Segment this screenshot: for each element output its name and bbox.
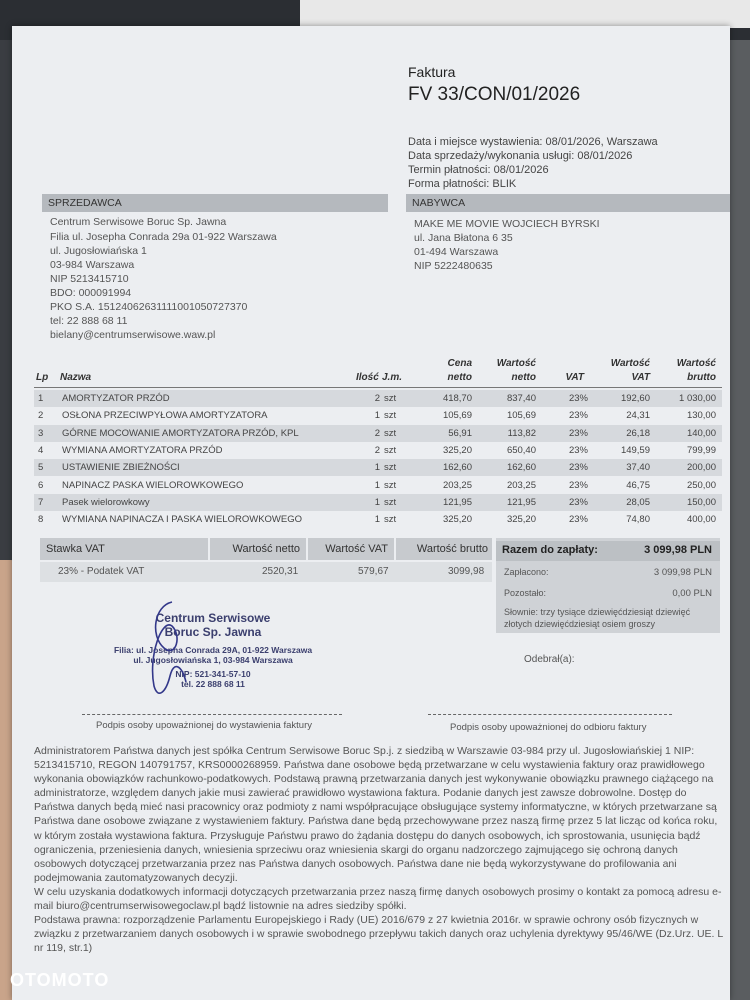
buyer-header: NABYWCA (406, 194, 730, 212)
issuer-signature-line (82, 714, 342, 715)
cell-name: OSŁONA PRZECIWPYŁOWA AMORTYZATORA (62, 410, 268, 422)
col-gross-1: Wartość (676, 358, 716, 369)
cell-net-price: 203,25 (442, 479, 472, 491)
cell-gross: 799,99 (686, 444, 716, 456)
cell-vat-value: 192,60 (620, 393, 650, 404)
amount-in-words-2: złotych dziewięćdziesiąt osiem groszy (504, 619, 656, 629)
gdpr-notice (34, 744, 724, 955)
cell-gross: 140,00 (686, 427, 716, 439)
cell-lp: 6 (38, 479, 44, 491)
issue-date: Data i miejsce wystawienia: 08/01/2026, Warszawa (408, 136, 658, 148)
cell-gross: 1 030,00 (679, 393, 716, 404)
seller-line: tel: 22 888 68 11 (50, 315, 128, 327)
cell-name: NAPINACZ PASKA WIELOROWKOWEGO (62, 479, 244, 491)
seller-header: SPRZEDAWCA (42, 194, 388, 212)
remaining-value: 0,00 PLN (672, 588, 712, 599)
cell-net-value: 105,69 (506, 410, 536, 422)
cell-qty: 1 (374, 479, 380, 491)
total-value: 3 099,98 PLN (644, 544, 712, 556)
table-row (34, 459, 722, 476)
seller-line: ul. Jugosłowiańska 1 (50, 245, 147, 257)
seller-line: bielany@centrumserwisowe.waw.pl (50, 329, 216, 341)
cell-vat-value: 149,59 (620, 444, 650, 456)
table-row (34, 494, 722, 511)
col-net-price-2: netto (447, 372, 472, 383)
amount-in-words-1: Słownie: trzy tysiące dziewięćdziesiąt dziewięć (504, 607, 691, 617)
payment-method: Forma płatności: BLIK (408, 178, 517, 190)
cell-net-price: 418,70 (442, 393, 472, 404)
cell-vat: 23% (568, 427, 588, 439)
cell-name: GÓRNE MOCOWANIE AMORTYZATORA PRZÓD, KPL (62, 427, 299, 439)
seller-line: Filia ul. Josepha Conrada 29a 01-922 Warszawa (50, 231, 277, 243)
vat-gross-header: Wartość brutto (396, 538, 492, 560)
cell-gross: 400,00 (686, 514, 716, 526)
cell-lp: 1 (38, 393, 44, 404)
vat-net-header: Wartość netto (210, 538, 306, 560)
legal-basis: Podstawa prawna: rozporządzenie Parlamentu Europejskiego i Rady (UE) 2016/679 z 27 kwietnia 2016r. w sprawie ochrony osób fizycznych w związku z przetwarzaniem danych osobowych i w sprawie swobodnego przepływu takich danych oraz uchylenia dyrektywy 95/46/WE (Dz.Urz. UE. L nr 119, str.1) (34, 914, 723, 955)
cell-net-value: 650,40 (506, 444, 536, 456)
cell-unit: szt (384, 393, 397, 404)
seller-line: 03-984 Warszawa (50, 259, 135, 271)
cell-unit: szt (384, 462, 397, 474)
cell-vat: 23% (568, 462, 588, 474)
background-monitor (300, 0, 750, 28)
vat-vat: 579,67 (358, 566, 389, 577)
paid-label: Zapłacono: (504, 567, 549, 577)
cell-qty: 2 (374, 427, 380, 439)
remaining-label: Pozostało: (504, 588, 547, 598)
cell-net-value: 837,40 (506, 393, 536, 404)
seller-line: NIP 5213415710 (50, 273, 129, 285)
cell-qty: 1 (374, 496, 380, 508)
buyer-line: NIP 5222480635 (414, 260, 493, 272)
buyer-line: ul. Jana Błatona 6 35 (414, 232, 513, 244)
table-row (34, 390, 722, 407)
vat-summary (40, 538, 492, 584)
sale-date: Data sprzedaży/wykonania usługi: 08/01/2026 (408, 150, 633, 162)
seller-line: BDO: 000091994 (50, 287, 132, 299)
cell-vat-value: 37,40 (626, 462, 650, 474)
cell-qty: 1 (374, 462, 380, 474)
cell-vat-value: 74,80 (626, 514, 650, 526)
cell-vat: 23% (568, 444, 588, 456)
cell-lp: 5 (38, 462, 44, 474)
cell-net-value: 162,60 (506, 462, 536, 474)
table-row (34, 407, 722, 424)
table-divider (34, 387, 722, 388)
invoice-page (12, 26, 730, 1000)
col-lp: Lp (36, 372, 49, 383)
cell-net-price: 325,20 (442, 514, 472, 526)
handwritten-signature (142, 596, 202, 706)
vat-vat-header: Wartość VAT (308, 538, 394, 560)
col-net-price-1: Cena (447, 358, 472, 369)
table-row (34, 442, 722, 459)
cell-name: AMORTYZATOR PRZÓD (62, 393, 170, 404)
buyer-line: 01-494 Warszawa (414, 246, 499, 258)
cell-unit: szt (384, 514, 397, 526)
company-stamp: Centrum Serwisowe Boruc Sp. Jawna Filia: ul. Josepha Conrada 29A, 01-922 Warszawa ul. Jugosłowiańska 1, 03-984 Warszawa NIP: 521-341-57-10 tel. 22 888 68 11 (113, 611, 313, 689)
cell-vat-value: 24,31 (626, 410, 650, 422)
cell-qty: 2 (374, 444, 380, 456)
cell-gross: 200,00 (686, 462, 716, 474)
cell-unit: szt (384, 479, 397, 491)
cell-lp: 8 (38, 514, 44, 526)
cell-qty: 2 (374, 393, 380, 404)
paid-value: 3 099,98 PLN (653, 567, 712, 578)
receiver-signature-caption: Podpis osoby upoważnionej do odbioru faktury (450, 722, 647, 733)
cell-net-value: 113,82 (507, 427, 536, 439)
cell-vat: 23% (568, 410, 588, 422)
col-name: Nazwa (60, 372, 92, 383)
col-gross-2: brutto (687, 372, 716, 383)
cell-net-price: 162,60 (442, 462, 472, 474)
cell-gross: 250,00 (686, 479, 716, 491)
vat-rate-header: Stawka VAT (40, 538, 208, 560)
cell-vat-value: 28,05 (626, 496, 650, 508)
table-row (34, 477, 722, 494)
vat-net: 2520,31 (262, 566, 299, 577)
cell-name: WYMIANA AMORTYZATORA PRZÓD (62, 444, 223, 456)
cell-vat-value: 26,18 (626, 427, 650, 439)
vat-gross: 3099,98 (448, 566, 485, 577)
cell-lp: 2 (38, 410, 44, 422)
cell-unit: szt (384, 444, 397, 456)
cell-vat: 23% (568, 514, 588, 526)
cell-vat: 23% (568, 479, 588, 491)
invoice-label: Faktura (408, 64, 456, 80)
col-vat-value-2: VAT (631, 372, 650, 383)
table-row (34, 425, 722, 442)
gdpr-paragraph: Administratorem Państwa danych jest spółka Centrum Serwisowe Boruc Sp.j. z siedzibą w Warszawie 03-984 przy ul. Jugosłowiańskiej 1 NIP: 5213415710, REGON 140791757, KRS0000268959. Państwa dane osobowe będą przetwarzane w celu wystawienia faktury oraz prawidłowego wykonania obowiązków rachunkowo-podatkowych. Podstawą prawną przetwarzania danych jest wykonywanie obowiązku prawnego ciążącego na administratorze, względem danych jakie musi zawierać prawidłowo wystawiona faktura. Podanie danych jest zawsze dobrowolne. Dostęp do Państwa danych będą mieć nasi pracownicy oraz podmioty z nami współpracujące obsługujące systemy informatyczne, w których przetwarzane są Państwa dane osobowe związane z wystawieniem faktury. Państwa dane będą przechowywane przez naszą firmę przez 5 lat licząc od końca roku, w którym została wystawiona faktura. Przysługuje Państwu prawo do żądania dostępu do danych osobowych, ich sprostowania, usunięcia bądź ograniczenia, przeniesienia danych, wniesienia sprzeciwu oraz wniesienia skargi do organu nadzorczego zajmującego się ochroną danych osobowych dotyczącej przetwarzania przez nas Państwa danych osobowych. Państwa dane nie będą wykorzystywane do profilowania ani podejmowania zautomatyzowanych decyzji. (34, 745, 718, 884)
cell-lp: 3 (38, 427, 44, 439)
cell-net-price: 105,69 (442, 410, 472, 422)
invoice-number: FV 33/CON/01/2026 (408, 84, 581, 105)
cell-gross: 130,00 (686, 410, 716, 422)
buyer-line: MAKE ME MOVIE WOJCIECH BYRSKI (414, 218, 600, 230)
vat-rate: 23% - Podatek VAT (58, 566, 145, 577)
col-net-value-2: netto (511, 372, 536, 383)
payment-due: Termin płatności: 08/01/2026 (408, 164, 549, 176)
seller-line: PKO S.A. 15124062631111001050727370 (50, 301, 248, 313)
cell-net-value: 121,95 (506, 496, 536, 508)
received-label: Odebrał(a): (524, 654, 575, 665)
seller-line: Centrum Serwisowe Boruc Sp. Jawna (50, 216, 227, 228)
cell-unit: szt (384, 427, 397, 439)
cell-name: WYMIANA NAPINACZA I PASKA WIELOROWKOWEGO (62, 514, 303, 526)
cell-net-value: 325,20 (506, 514, 536, 526)
cell-vat: 23% (568, 393, 588, 404)
cell-net-price: 56,91 (448, 427, 472, 439)
table-row (34, 511, 722, 528)
col-vat: VAT (565, 372, 584, 383)
gdpr-paragraph: W celu uzyskania dodatkowych informacji dotyczących przetwarzania przez naszą firmę danych osobowych prosimy o kontakt za pomocą adresu e-mail biuro@centrumserwisowegoclaw.pl bądź listownie na adres siedziby spółki. (34, 885, 722, 913)
col-net-value-1: Wartość (496, 358, 536, 369)
cell-lp: 7 (38, 496, 44, 508)
cell-qty: 1 (374, 514, 380, 526)
cell-name: USTAWIENIE ZBIEŻNOŚCI (62, 462, 180, 474)
cell-net-value: 203,25 (506, 479, 536, 491)
cell-qty: 1 (374, 410, 380, 422)
payment-box (496, 538, 720, 633)
cell-lp: 4 (38, 444, 44, 456)
cell-unit: szt (384, 496, 397, 508)
issuer-signature-caption: Podpis osoby upoważnionej do wystawienia faktury (96, 720, 312, 731)
cell-vat-value: 46,75 (626, 479, 650, 491)
cell-net-price: 325,20 (442, 444, 472, 456)
col-vat-value-1: Wartość (610, 358, 650, 369)
total-label: Razem do zapłaty: (502, 544, 598, 556)
cell-net-price: 121,95 (442, 496, 472, 508)
cell-gross: 150,00 (686, 496, 716, 508)
col-qty: Ilość (356, 372, 379, 383)
col-unit: J.m. (382, 372, 403, 383)
cell-name: Pasek wielorowkowy (62, 496, 150, 508)
cell-unit: szt (384, 410, 397, 422)
watermark-logo: OTOMOTO (10, 970, 110, 990)
cell-vat: 23% (568, 496, 588, 508)
receiver-signature-line (428, 714, 672, 715)
